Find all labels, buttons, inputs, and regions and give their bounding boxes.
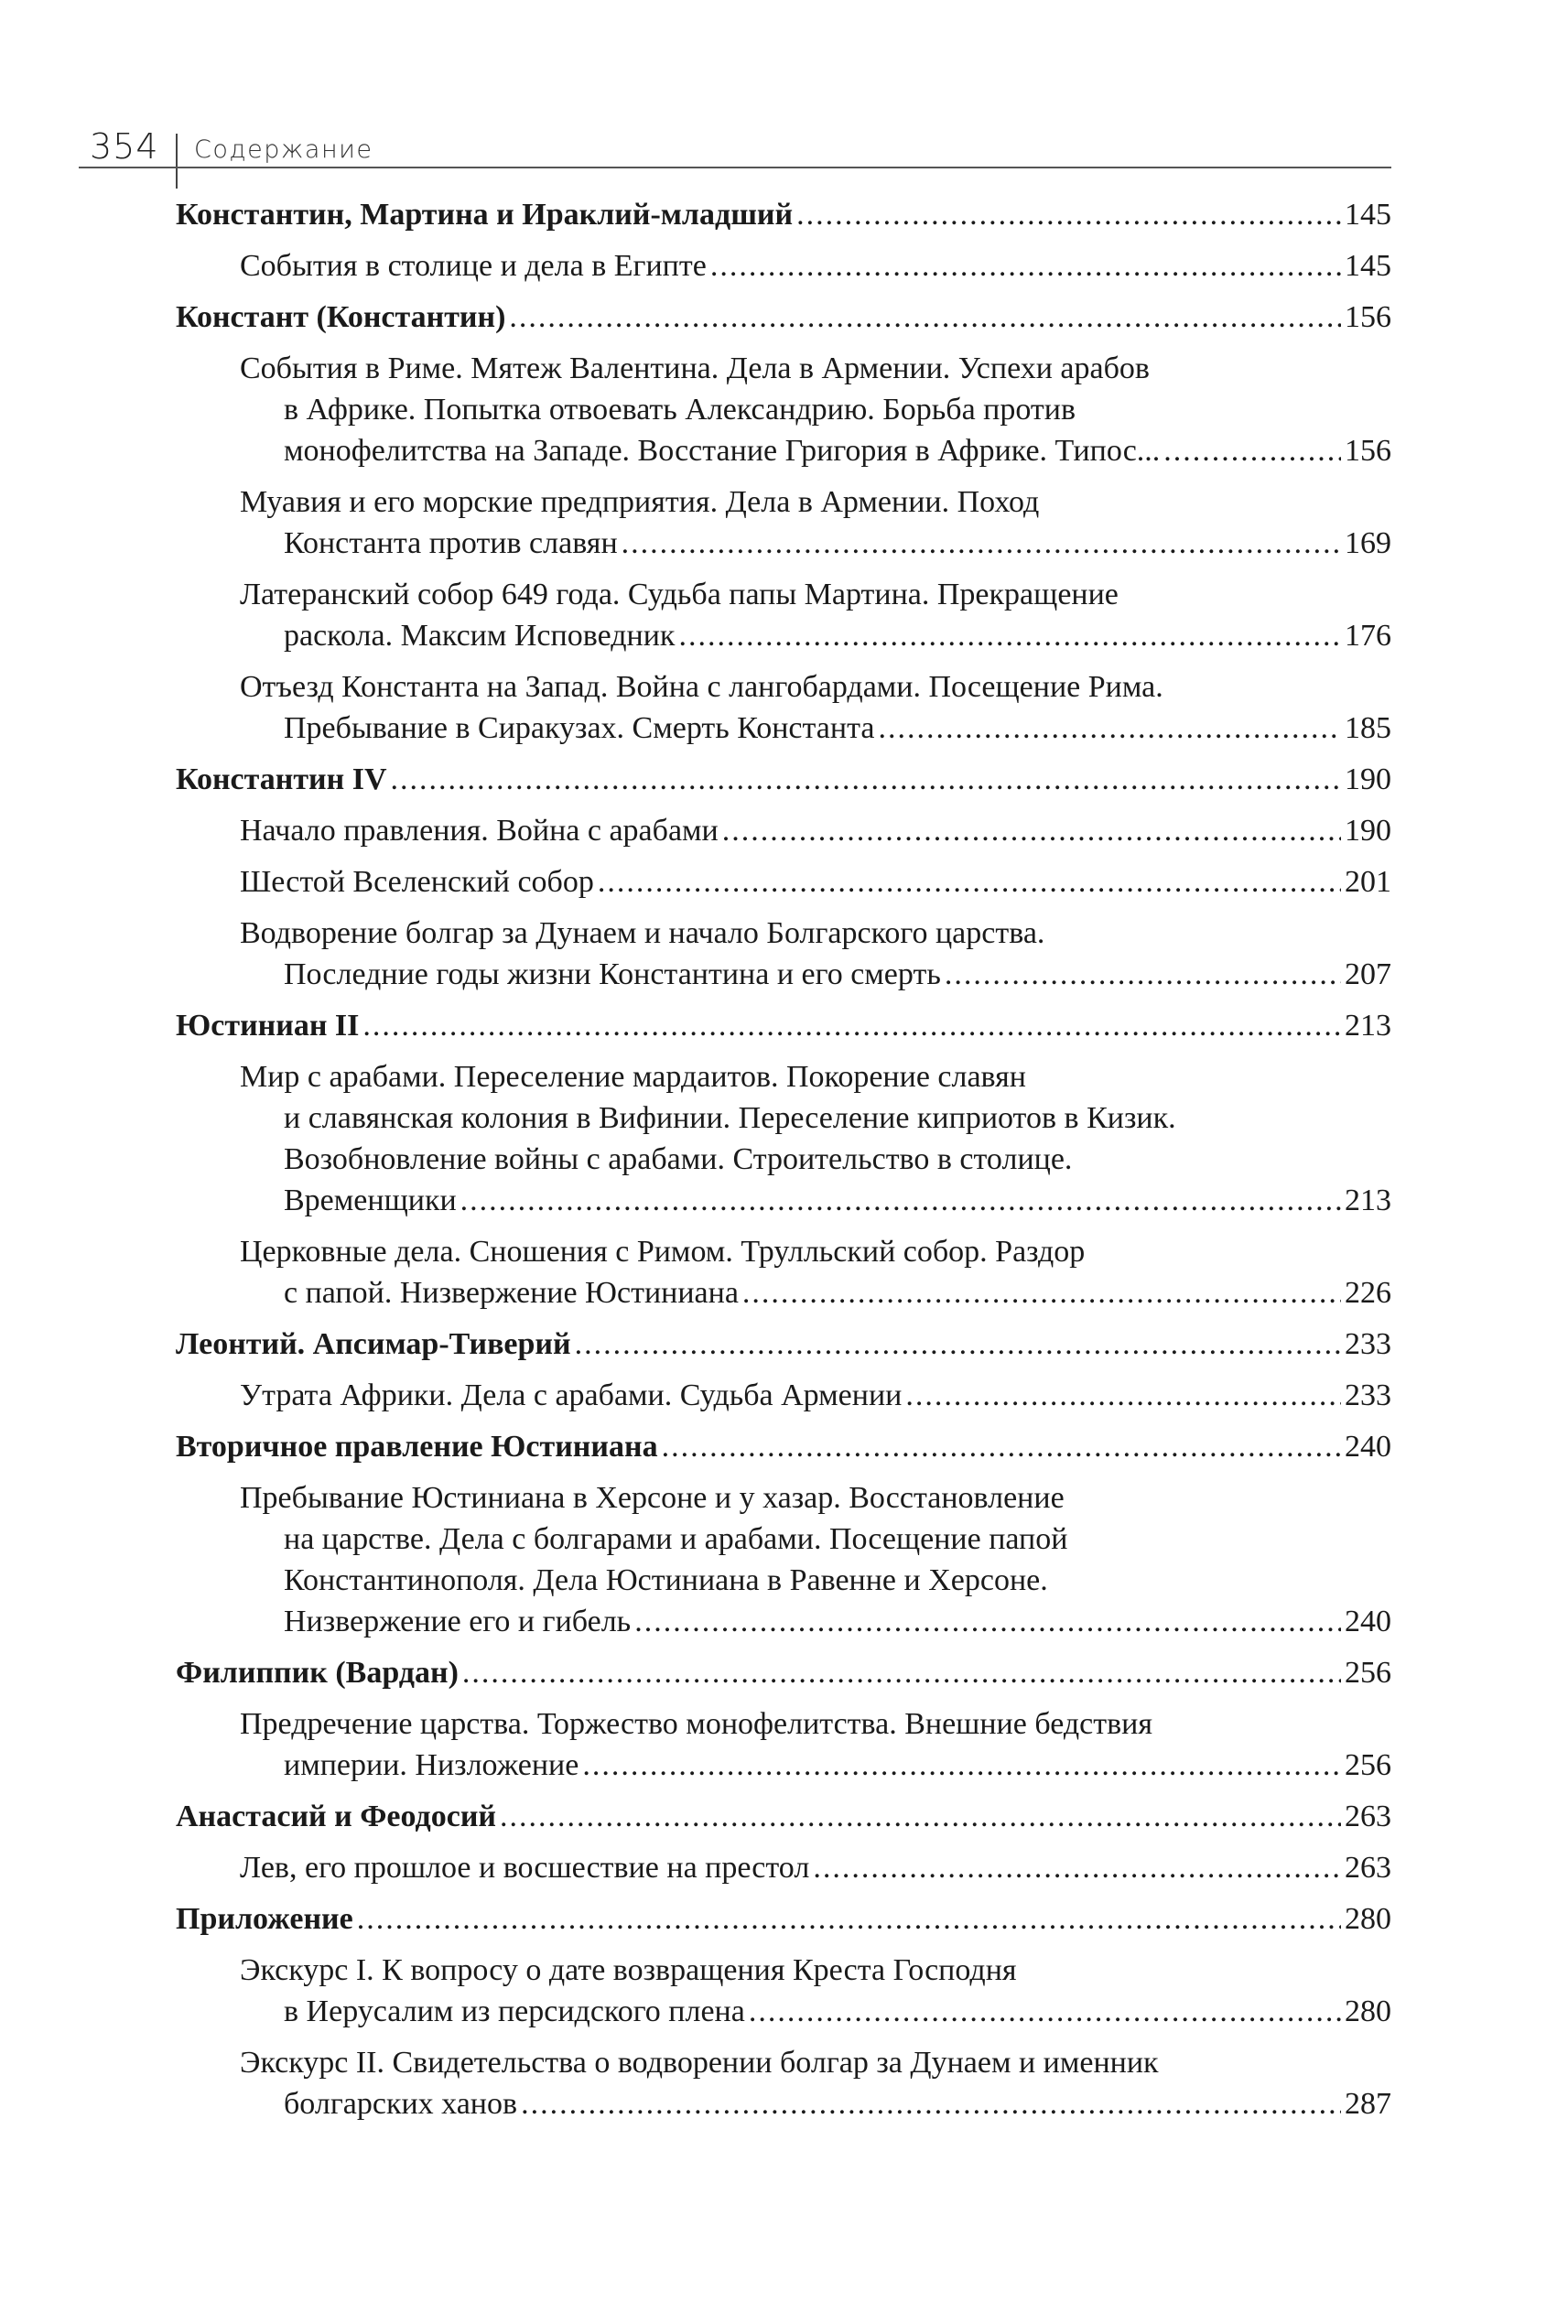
toc-section-entry[interactable] xyxy=(176,2042,1391,2124)
toc-entry-last-line xyxy=(176,1005,1391,1046)
toc-page-number: 145 xyxy=(1345,249,1391,283)
dot-leader xyxy=(622,523,1341,564)
toc-chapter-entry[interactable] xyxy=(176,1796,1391,1837)
toc-entry-line: Пребывание Юстиниана в Херсоне и у хазар. Восстановление xyxy=(240,1481,1065,1515)
dot-leader xyxy=(1163,430,1341,471)
toc-page-number: 263 xyxy=(1345,1851,1391,1885)
toc-chapter-entry[interactable] xyxy=(176,194,1391,235)
toc-entry-last-line xyxy=(240,1272,1391,1313)
toc-entry-line: Церковные дела. Сношения с Римом. Трулльский собор. Раздор xyxy=(240,1235,1086,1269)
toc-entry-last-line xyxy=(176,194,1391,235)
dot-leader xyxy=(749,1991,1341,2032)
dot-leader xyxy=(634,1601,1341,1642)
toc-chapter-entry[interactable] xyxy=(176,1426,1391,1467)
dot-leader xyxy=(462,1652,1341,1693)
toc-section-entry[interactable] xyxy=(176,1375,1391,1416)
toc-entry-line: Филиппик (Вардан) xyxy=(176,1656,459,1690)
toc-page-number: 240 xyxy=(1345,1430,1391,1464)
toc-entry-last-line xyxy=(240,810,1391,851)
dot-leader xyxy=(796,194,1341,235)
toc-entry-line: империи. Низложение xyxy=(284,1748,579,1782)
dot-leader xyxy=(945,954,1341,995)
toc-entry-line: в Иерусалим из персидского плена xyxy=(284,1994,745,2028)
dot-leader xyxy=(509,297,1341,338)
toc-page-number: 169 xyxy=(1345,526,1391,560)
page-number: 354 xyxy=(90,126,159,167)
toc-section-entry[interactable] xyxy=(176,1231,1391,1313)
toc-entry-last-line xyxy=(240,1601,1391,1642)
toc-page-number: 233 xyxy=(1345,1378,1391,1412)
toc-entry-last-line xyxy=(240,1991,1391,2032)
toc-page-number: 156 xyxy=(1345,300,1391,334)
toc-section-entry[interactable] xyxy=(176,1477,1391,1642)
toc-entry-line: Водворение болгар за Дунаем и начало Болгарского царства. xyxy=(240,916,1045,950)
dot-leader xyxy=(742,1272,1341,1313)
toc-section-entry[interactable] xyxy=(176,1847,1391,1888)
dot-leader xyxy=(357,1898,1341,1940)
toc-entry-line: Экскурс II. Свидетельства о водворении болгар за Дунаем и именник xyxy=(240,2046,1159,2080)
toc-entry-line: Последние годы жизни Константина и его смерть xyxy=(284,957,941,991)
toc-entry-line: Временщики xyxy=(284,1184,457,1217)
toc-entry-last-line xyxy=(240,1180,1391,1221)
toc-page-number: 256 xyxy=(1345,1656,1391,1690)
dot-leader xyxy=(813,1847,1341,1888)
toc-entry-line: Муавия и его морские предприятия. Дела в Армении. Поход xyxy=(240,485,1040,519)
toc-page-number: 233 xyxy=(1345,1327,1391,1361)
toc-entry-last-line xyxy=(240,245,1391,286)
toc-entry-last-line xyxy=(240,1745,1391,1786)
header-rule xyxy=(79,167,1391,168)
toc-section-entry[interactable] xyxy=(176,666,1391,749)
toc-entry-line: Мир с арабами. Переселение мардаитов. Покорение славян xyxy=(240,1060,1026,1094)
toc-entry-line: Леонтий. Апсимар-Тиверий xyxy=(176,1327,571,1361)
toc-chapter-entry[interactable] xyxy=(176,1898,1391,1940)
toc-entry-line: в Африке. Попытка отвоевать Александрию. Борьба против xyxy=(284,393,1076,427)
dot-leader xyxy=(500,1796,1341,1837)
toc-entry-line: с папой. Низвержение Юстиниана xyxy=(284,1276,739,1310)
toc-chapter-entry[interactable] xyxy=(176,1652,1391,1693)
toc-entry-line: Возобновление войны с арабами. Строительство в столице. xyxy=(284,1142,1073,1176)
dot-leader xyxy=(878,708,1341,749)
toc-entry-line: Утрата Африки. Дела с арабами. Судьба Армении xyxy=(240,1378,903,1412)
toc-page-number: 190 xyxy=(1345,762,1391,796)
dot-leader xyxy=(460,1180,1341,1221)
dot-leader xyxy=(582,1745,1341,1786)
toc-entry-line: Вторичное правление Юстиниана xyxy=(176,1430,658,1464)
toc-entry-line: Отъезд Константа на Запад. Война с лангобардами. Посещение Рима. xyxy=(240,670,1163,704)
toc-entry-last-line xyxy=(240,615,1391,656)
toc-entry-last-line xyxy=(240,1847,1391,1888)
toc-entry-last-line xyxy=(240,430,1391,471)
toc-section-entry[interactable] xyxy=(176,481,1391,564)
toc-section-entry[interactable] xyxy=(176,1703,1391,1786)
toc-page-number: 280 xyxy=(1345,1994,1391,2028)
toc-entry-last-line xyxy=(176,297,1391,338)
toc-page-number: 185 xyxy=(1345,711,1391,745)
toc-page-number: 287 xyxy=(1345,2087,1391,2121)
toc-section-entry[interactable] xyxy=(176,348,1391,471)
toc-entry-last-line xyxy=(240,861,1391,903)
toc-entry-last-line xyxy=(176,1324,1391,1365)
toc-page-number: 213 xyxy=(1345,1184,1391,1217)
running-section-title: Содержание xyxy=(194,135,373,164)
dot-leader xyxy=(710,245,1341,286)
toc-entry-line: Латеранский собор 649 года. Судьба папы Мартина. Прекращение xyxy=(240,578,1119,611)
toc-entry-last-line xyxy=(176,1426,1391,1467)
toc-entry-line: Константин IV xyxy=(176,762,387,796)
toc-page-number: 176 xyxy=(1345,619,1391,653)
toc-entry-last-line xyxy=(240,954,1391,995)
toc-chapter-entry[interactable] xyxy=(176,1005,1391,1046)
toc-entry-line: Лев, его прошлое и восшествие на престол xyxy=(240,1851,810,1885)
toc-section-entry[interactable] xyxy=(176,1056,1391,1221)
toc-section-entry[interactable] xyxy=(176,574,1391,656)
toc-entry-line: на царстве. Дела с болгарами и арабами. Посещение папой xyxy=(284,1522,1068,1556)
dot-leader xyxy=(905,1375,1341,1416)
toc-entry-last-line xyxy=(240,1375,1391,1416)
toc-entry-line: болгарских ханов xyxy=(284,2087,518,2121)
toc-entry-line: Предречение царства. Торжество монофелитства. Внешние бедствия xyxy=(240,1707,1152,1741)
toc-entry-line: Приложение xyxy=(176,1902,353,1936)
toc-entry-line: Константин, Мартина и Ираклий-младший xyxy=(176,198,794,232)
toc-section-entry[interactable] xyxy=(176,861,1391,903)
toc-page-number: 145 xyxy=(1345,198,1391,232)
toc-chapter-entry[interactable] xyxy=(176,759,1391,800)
header-separator xyxy=(176,134,178,189)
toc-entry-line: Анастасий и Феодосий xyxy=(176,1800,496,1833)
toc-page-number: 263 xyxy=(1345,1800,1391,1833)
dot-leader xyxy=(391,759,1341,800)
toc-entry-line: и славянская колония в Вифинии. Переселение киприотов в Кизик. xyxy=(284,1101,1176,1135)
toc-entry-last-line xyxy=(240,523,1391,564)
toc-entry-line: монофелитства на Западе. Восстание Григория в Африке. Типос... xyxy=(284,434,1161,468)
toc-entry-last-line xyxy=(176,1898,1391,1940)
toc-entry-last-line xyxy=(176,1652,1391,1693)
running-head xyxy=(79,126,1391,174)
dot-leader xyxy=(575,1324,1341,1365)
toc-entry-line: Юстиниан II xyxy=(176,1009,360,1043)
toc-page-number: 190 xyxy=(1345,814,1391,848)
toc-entry-line: Константа против славян xyxy=(284,526,618,560)
toc-chapter-entry[interactable] xyxy=(176,297,1391,338)
toc-entry-line: Констант (Константин) xyxy=(176,300,506,334)
toc-entry-last-line xyxy=(240,2083,1391,2124)
toc-entry-line: События в столице и дела в Египте xyxy=(240,249,707,283)
toc-page-number: 256 xyxy=(1345,1748,1391,1782)
toc-page-number: 207 xyxy=(1345,957,1391,991)
dot-leader xyxy=(678,615,1341,656)
dot-leader xyxy=(662,1426,1341,1467)
toc-page-number: 280 xyxy=(1345,1902,1391,1936)
toc-entry-last-line xyxy=(176,759,1391,800)
toc-chapter-entry[interactable] xyxy=(176,1324,1391,1365)
toc-entry-line: Начало правления. Война с арабами xyxy=(240,814,719,848)
dot-leader xyxy=(722,810,1341,851)
toc-page-number: 226 xyxy=(1345,1276,1391,1310)
toc-entry-last-line xyxy=(240,708,1391,749)
toc-section-entry[interactable] xyxy=(176,913,1391,995)
toc-entry-line: События в Риме. Мятеж Валентина. Дела в Армении. Успехи арабов xyxy=(240,351,1150,385)
toc-section-entry[interactable] xyxy=(176,810,1391,851)
toc-entry-line: раскола. Максим Исповедник xyxy=(284,619,676,653)
dot-leader xyxy=(521,2083,1341,2124)
dot-leader xyxy=(598,861,1341,903)
toc-section-entry[interactable] xyxy=(176,1950,1391,2032)
toc-page-number: 156 xyxy=(1345,434,1391,468)
toc-entry-line: Пребывание в Сиракузах. Смерть Константа xyxy=(284,711,875,745)
table-of-contents xyxy=(176,194,1391,2135)
dot-leader xyxy=(362,1005,1341,1046)
toc-entry-line: Константинополя. Дела Юстиниана в Равенне и Херсоне. xyxy=(284,1563,1048,1597)
toc-section-entry[interactable] xyxy=(176,245,1391,286)
toc-page-number: 240 xyxy=(1345,1605,1391,1638)
toc-entry-line: Низвержение его и гибель xyxy=(284,1605,632,1638)
toc-page-number: 201 xyxy=(1345,865,1391,899)
toc-entry-line: Экскурс I. К вопросу о дате возвращения Креста Господня xyxy=(240,1953,1017,1987)
toc-entry-line: Шестой Вселенский собор xyxy=(240,865,594,899)
toc-entry-last-line xyxy=(176,1796,1391,1837)
toc-page-number: 213 xyxy=(1345,1009,1391,1043)
